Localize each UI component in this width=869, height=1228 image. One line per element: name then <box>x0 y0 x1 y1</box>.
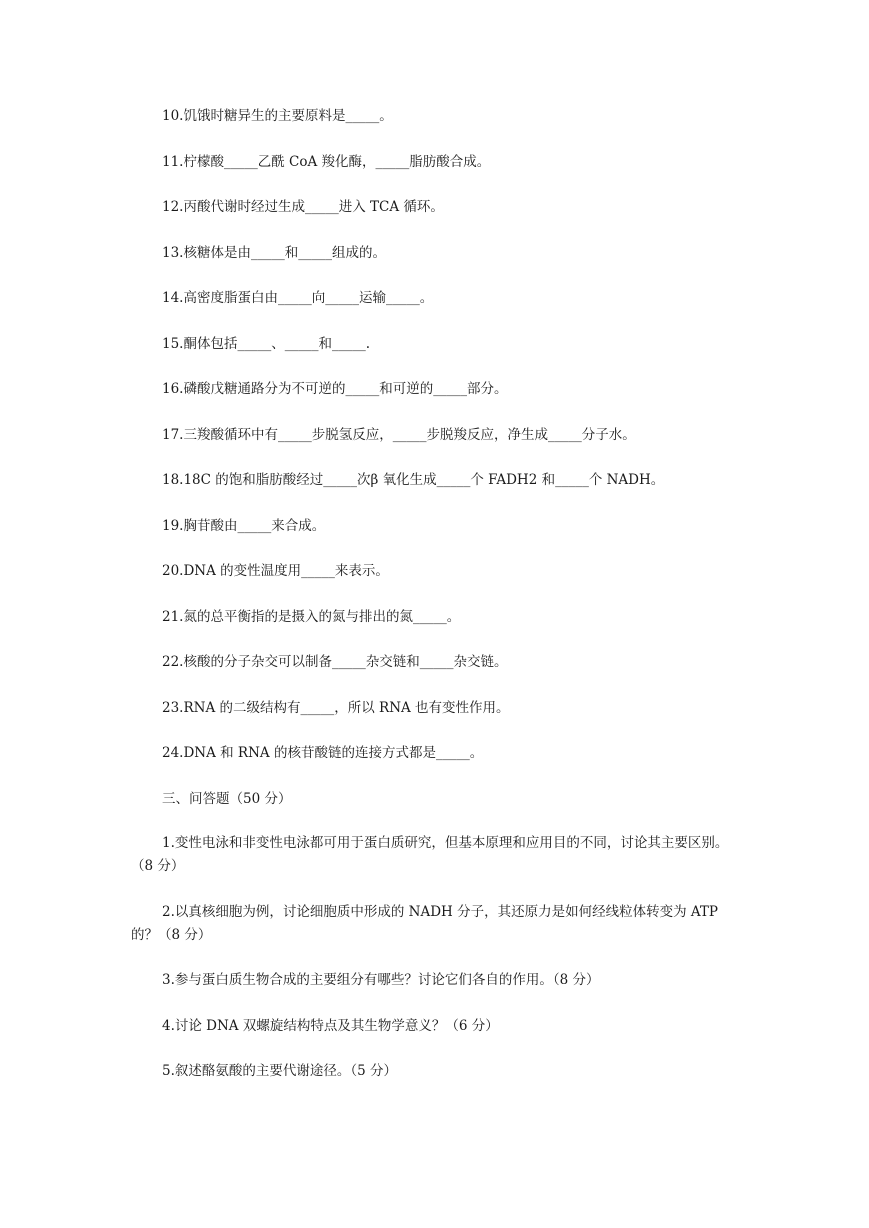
blank-question-16: 16.磷酸戊糖通路分为不可逆的_____和可逆的_____部分。 <box>162 381 508 397</box>
blank-question-10: 10.饥饿时糖异生的主要原料是_____。 <box>162 108 393 124</box>
essay-question-5: 5.叙述酪氨酸的主要代谢途径。（5 分） <box>162 1063 398 1079</box>
essay-question-2: 2.以真核细胞为例，讨论细胞质中形成的 NADH 分子，其还原力是如何经线粒体转变为 ATP 的？（8 分） <box>131 904 719 943</box>
section-heading: 三、问答题（50 分） <box>162 791 292 807</box>
blank-question-17: 17.三羧酸循环中有_____步脱氢反应，_____步脱羧反应，净生成_____分子水。 <box>162 427 636 443</box>
blank-question-18: 18.18C 的饱和脂肪酸经过_____次β 氧化生成_____个 FADH2 和_____个 NADH。 <box>162 472 665 488</box>
blank-question-22: 22.核酸的分子杂交可以制备_____杂交链和_____杂交链。 <box>162 654 508 670</box>
blank-question-21: 21.氮的总平衡指的是摄入的氮与排出的氮_____。 <box>162 609 461 625</box>
blank-question-24: 24.DNA 和 RNA 的核苷酸链的连接方式都是_____。 <box>162 745 484 761</box>
blank-question-11: 11.柠檬酸_____乙酰 CoA 羧化酶，_____脂肪酸合成。 <box>162 154 491 170</box>
blank-question-15: 15.酮体包括_____、_____和_____. <box>162 336 371 352</box>
blank-question-13: 13.核糖体是由_____和_____组成的。 <box>162 245 386 261</box>
essay-question-1: 1.变性电泳和非变性电泳都可用于蛋白质研究，但基本原理和应用目的不同，讨论其主要区别。（8 分） <box>131 835 729 874</box>
blank-question-12: 12.丙酸代谢时经过生成_____进入 TCA 循环。 <box>162 199 444 215</box>
essay-question-4: 4.讨论 DNA 双螺旋结构特点及其生物学意义？（6 分） <box>162 1018 499 1034</box>
blank-question-20: 20.DNA 的变性温度用_____来表示。 <box>162 563 389 579</box>
blank-question-23: 23.RNA 的二级结构有_____，所以 RNA 也有变性作用。 <box>162 700 510 716</box>
blank-question-19: 19.胸苷酸由_____来合成。 <box>162 518 326 534</box>
blank-question-14: 14.高密度脂蛋白由_____向_____运输_____。 <box>162 290 434 306</box>
essay-question-3: 3.参与蛋白质生物合成的主要组分有哪些？讨论它们各自的作用。（8 分） <box>162 972 600 988</box>
